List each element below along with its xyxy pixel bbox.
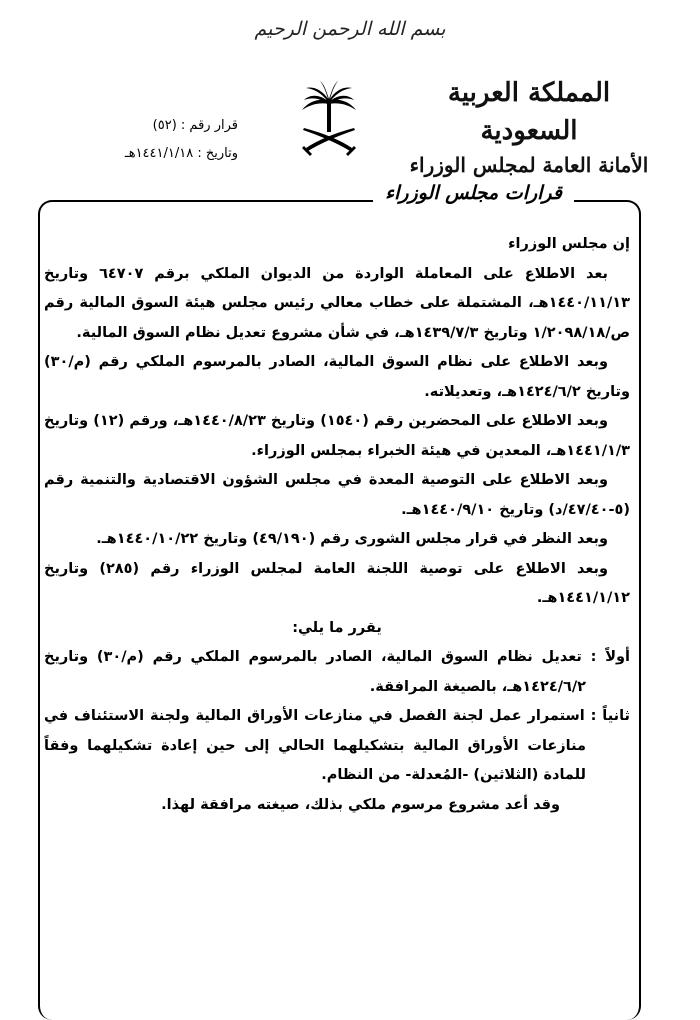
paragraph-4: وبعد الاطلاع على التوصية المعدة في مجلس الشؤون الاقتصادية والتنمية رقم (٥-٤٧/٤٠/د) وتاريخ ١٤٤٠/٩/١٠هـ. [44, 472, 630, 518]
secretariat-name: الأمانة العامة لمجلس الوزراء [409, 153, 649, 177]
letterhead [404, 74, 654, 180]
decision-body [44, 230, 630, 820]
decision-number: قرار رقم : (٥٢) [152, 118, 238, 133]
item-second: ثانياً : استمرار عمل لجنة الفصل في منازعات الأوراق المالية ولجنة الاستئناف في منازعات الأوراق المالية بتشكيلهما الحالي إلى حين إعادة تشكيلهما وفقاً للمادة (الثلاثين) -المُعدلة- من النظام. [44, 708, 630, 783]
decision-info [58, 112, 238, 168]
closing-line: وقد أعد مشروع مرسوم ملكي بذلك، صيغته مرافقة لهذا. [161, 796, 560, 813]
paragraph-6: وبعد الاطلاع على توصية اللجنة العامة لمجلس الوزراء رقم (٢٨٥) وتاريخ ١٤٤١/١/١٢هـ. [44, 560, 630, 606]
decides-heading: يقرر ما يلي: [292, 619, 382, 636]
opening-line: إن مجلس الوزراء [508, 236, 630, 252]
decision-date: وتاريخ : ١٤٤١/١/١٨هـ [124, 146, 238, 161]
paragraph-1: بعد الاطلاع على المعاملة الواردة من الديوان الملكي برقم ٦٤٧٠٧ وتاريخ ١٤٤٠/١١/١٣هـ، المشتملة على خطاب معالي رئيس مجلس هيئة السوق المالية رقم ص/١/٢٠٩٨/١٨ وتاريخ ١٤٣٩/٧/٣هـ، في شأن مشروع تعديل نظام السوق المالية. [44, 265, 630, 341]
basmala: بسم الله الرحمن الرحيم [254, 18, 446, 40]
paragraph-5: وبعد النظر في قرار مجلس الشورى رقم (٤٩/١٩٠) وتاريخ ١٤٤٠/١٠/٢٢هـ. [96, 531, 608, 547]
item-first: أولاً : تعديل نظام السوق المالية، الصادر بالمرسوم الملكي رقم (م/٣٠) وتاريخ ١٤٢٤/٦/٢هـ، بالصيغة المرافقة. [44, 649, 630, 695]
frame-title: قرارات مجلس الوزراء [373, 182, 574, 204]
saudi-emblem-icon [294, 80, 364, 160]
paragraph-2: وبعد الاطلاع على نظام السوق المالية، الصادر بالمرسوم الملكي رقم (م/٣٠) وتاريخ ١٤٢٤/٦/٢هـ، وتعديلاته. [44, 354, 630, 400]
paragraph-3: وبعد الاطلاع على المحضرين رقم (١٥٤٠) وتاريخ ١٤٤٠/٨/٢٣هـ، ورقم (١٢) وتاريخ ١٤٤١/١/٣هـ، المعدين في هيئة الخبراء بمجلس الوزراء. [44, 413, 630, 459]
kingdom-name: المملكة العربية السعودية [447, 78, 611, 146]
